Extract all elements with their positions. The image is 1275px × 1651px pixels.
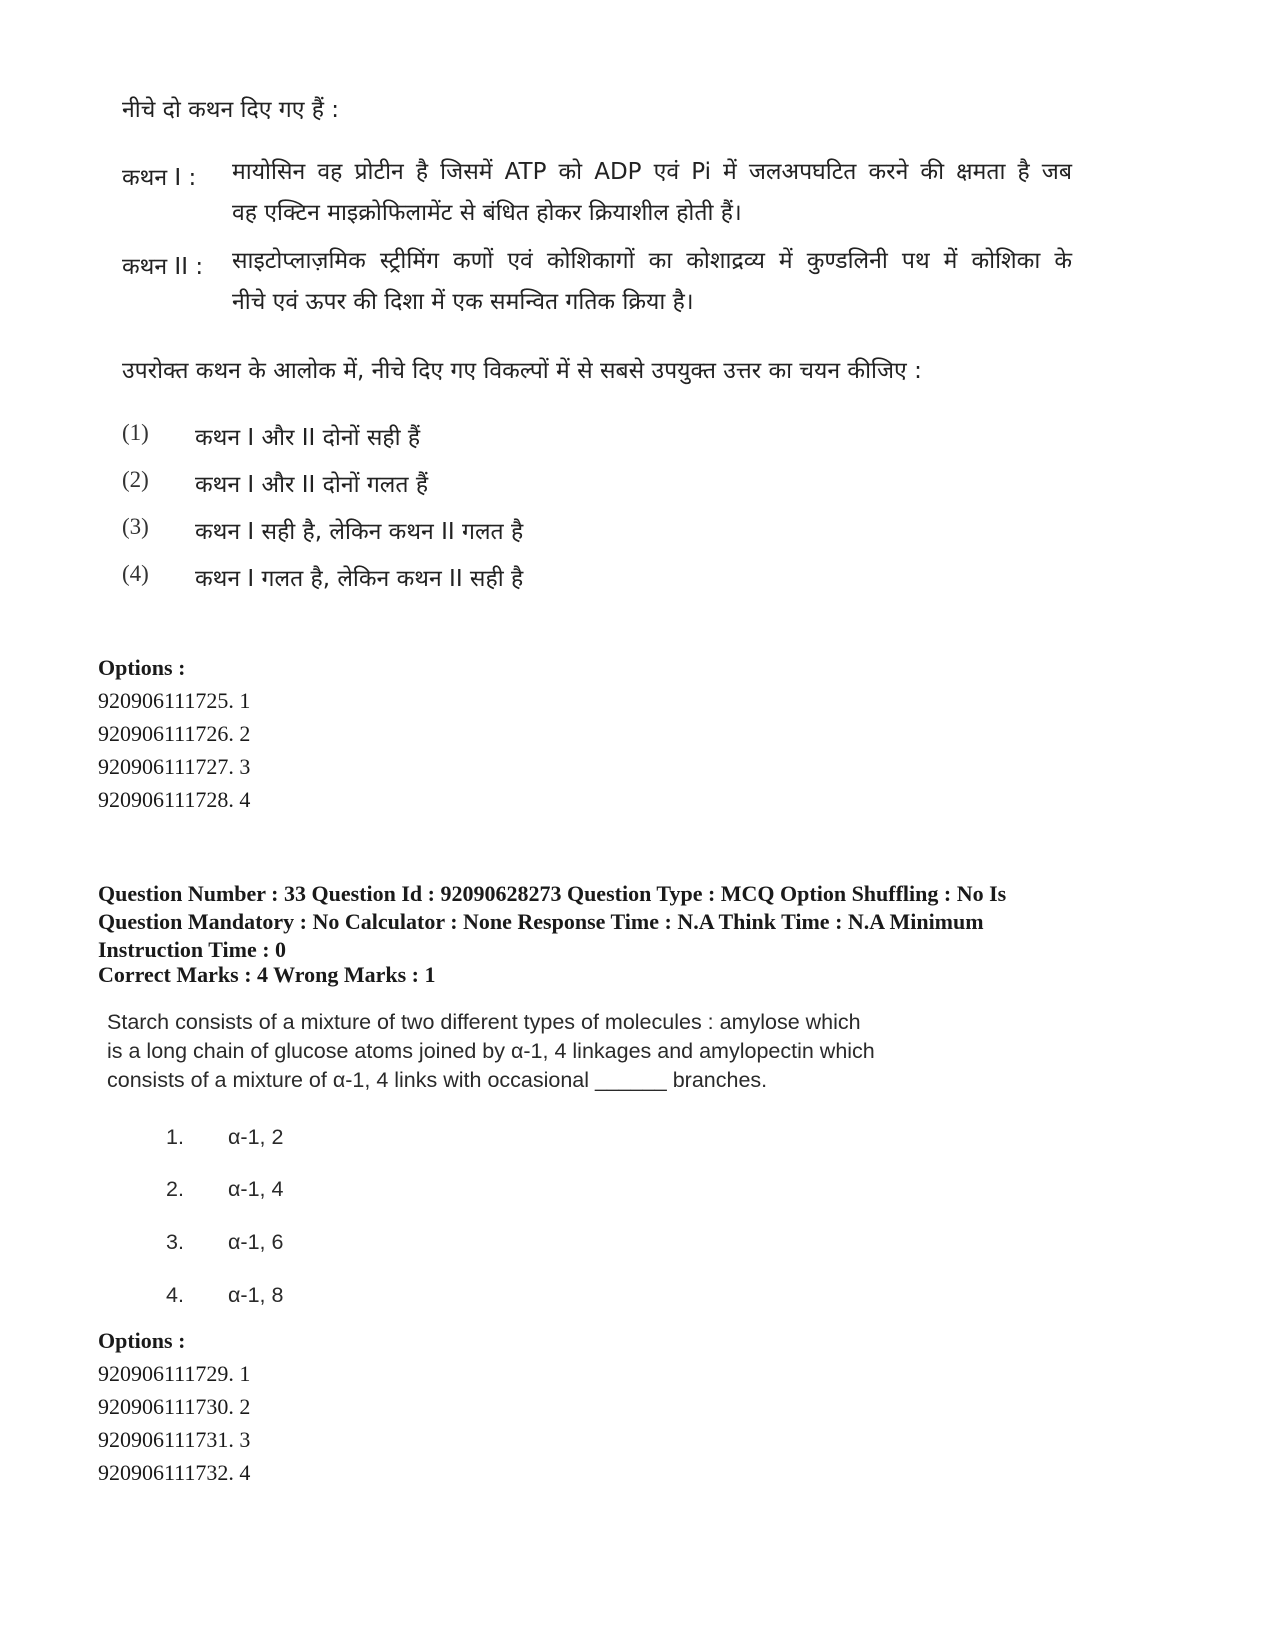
hindi-question-image — [0, 0, 1275, 640]
statement-2-line-2: नीचे एवं ऊपर की दिशा में एक समन्वित गतिक क्रिया है। — [232, 289, 694, 315]
statement-2-label: कथन II : — [122, 254, 204, 280]
question-meta — [98, 880, 1158, 964]
english-choice-text: α-1, 4 — [228, 1177, 284, 1201]
statement-1-line-2: वह एक्टिन माइक्रोफिलामेंट से बंधित होकर क्रियाशील होती हैं। — [232, 200, 742, 226]
option-item: 920906111725. 1 — [98, 688, 251, 713]
hindi-instruction: उपरोक्त कथन के आलोक में, नीचे दिए गए विकल्पों में से सबसे उपयुक्त उत्तर का चयन कीजिए : — [122, 358, 922, 384]
english-question-image — [0, 1010, 1275, 1340]
hindi-choice-text: कथन I और II दोनों सही हैं — [195, 425, 421, 451]
statement-2-text — [232, 241, 1072, 323]
hindi-choice-text: कथन I और II दोनों गलत हैं — [195, 472, 429, 498]
marks-line: Correct Marks : 4 Wrong Marks : 1 — [98, 962, 436, 987]
question-meta-line-3: Instruction Time : 0 — [98, 937, 287, 962]
option-item: 920906111727. 3 — [98, 754, 251, 779]
hindi-choice-number: (2) — [122, 467, 149, 492]
statement-2-line-1: साइटोप्लाज़मिक स्ट्रीमिंग कणों एवं कोशिकागों का कोशाद्रव्य में कुण्डलिनी पथ में कोशिका के — [232, 248, 1072, 274]
statement-1-text — [232, 152, 1072, 234]
question-meta-line-2: Question Mandatory : No Calculator : None Response Time : N.A Think Time : N.A Minimum — [98, 909, 984, 934]
question-meta-line-1: Question Number : 33 Question Id : 92090628273 Question Type : MCQ Option Shuffling : No Is — [98, 881, 1007, 906]
english-choice-text: α-1, 8 — [228, 1283, 284, 1307]
english-choice-number: 1. — [166, 1125, 184, 1149]
english-question-line-1: Starch consists of a mixture of two different types of molecules : amylose which — [107, 1010, 861, 1034]
hindi-choice-number: (4) — [122, 561, 149, 586]
option-item: 920906111730. 2 — [98, 1394, 251, 1419]
option-item: 920906111732. 4 — [98, 1460, 251, 1485]
options-heading: Options : — [98, 655, 186, 680]
options-heading: Options : — [98, 1328, 186, 1353]
statement-1-line-1: मायोसिन वह प्रोटीन है जिसमें ATP को ADP एवं Pi में जलअपघटित करने की क्षमता है जब — [232, 159, 1072, 185]
statement-1-label: कथन I : — [122, 165, 197, 191]
hindi-choice-text: कथन I सही है, लेकिन कथन II गलत है — [195, 519, 524, 545]
english-choice-text: α-1, 2 — [228, 1125, 284, 1149]
option-item: 920906111729. 1 — [98, 1361, 251, 1386]
hindi-intro: नीचे दो कथन दिए गए हैं : — [122, 97, 340, 123]
english-choice-number: 4. — [166, 1283, 184, 1307]
hindi-choice-number: (1) — [122, 420, 149, 445]
english-choice-number: 3. — [166, 1230, 184, 1254]
hindi-choice-text: कथन I गलत है, लेकिन कथन II सही है — [195, 566, 524, 592]
english-choice-number: 2. — [166, 1177, 184, 1201]
option-item: 920906111728. 4 — [98, 787, 251, 812]
option-item: 920906111726. 2 — [98, 721, 251, 746]
english-question-line-3: consists of a mixture of α-1, 4 links with occasional ______ branches. — [107, 1068, 768, 1092]
option-item: 920906111731. 3 — [98, 1427, 251, 1452]
english-choice-text: α-1, 6 — [228, 1230, 284, 1254]
hindi-choice-number: (3) — [122, 514, 149, 539]
english-question-line-2: is a long chain of glucose atoms joined by α-1, 4 linkages and amylopectin which — [107, 1039, 875, 1063]
